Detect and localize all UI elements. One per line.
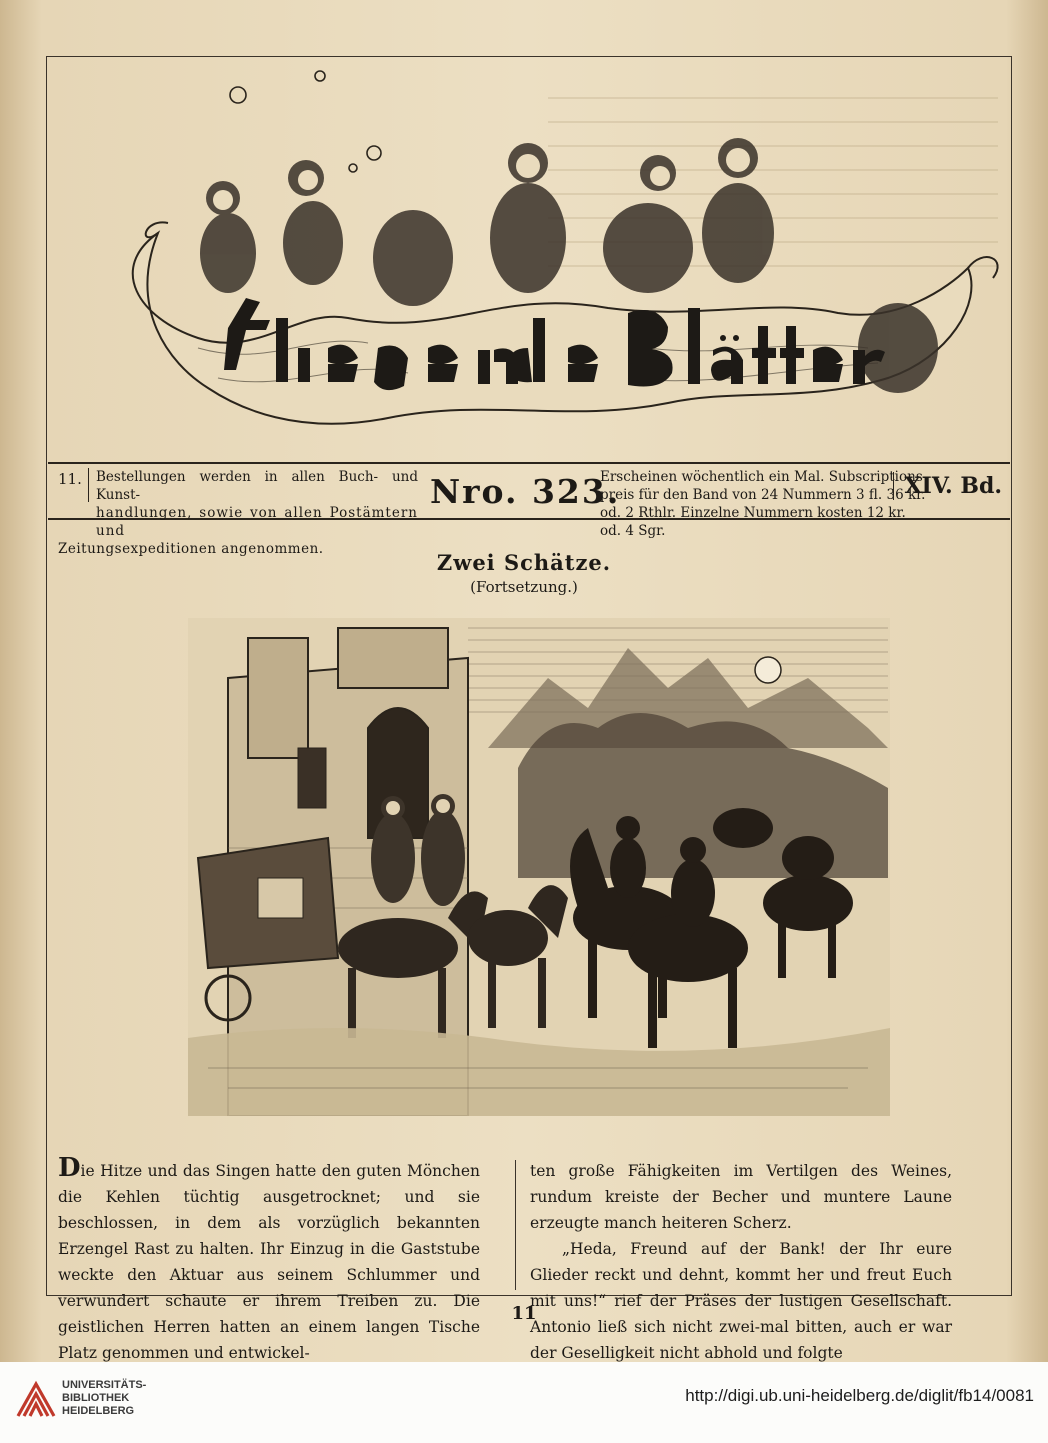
library-name-line1: UNIVERSITÄTS- xyxy=(62,1379,147,1391)
ordering-info-line3: Zeitungsexpeditionen angenommen. xyxy=(58,541,324,557)
volume-label: XIV. Bd. xyxy=(893,472,1002,500)
column-divider xyxy=(515,1160,516,1290)
article-illustration xyxy=(188,618,890,1116)
text-column-left xyxy=(58,1153,480,1366)
library-footer xyxy=(0,1362,1048,1443)
ordering-info xyxy=(58,468,418,558)
article-subtitle: (Fortsetzung.) xyxy=(470,578,578,596)
edition-number: Nro. 323. xyxy=(430,472,621,511)
ordering-info-line1: Bestellungen werden in allen Buch- und Kunst- xyxy=(96,469,418,503)
library-name-line2: BIBLIOTHEK xyxy=(62,1392,130,1404)
subscription-price-info xyxy=(600,468,930,540)
price-info-line1: Erscheinen wöchentlich ein Mal. Subscriptions- xyxy=(600,469,928,485)
article-title: Zwei Schätze. xyxy=(436,550,612,575)
moon-shape xyxy=(755,657,781,683)
digital-library-link[interactable]: http://digi.ub.uni-heidelberg.de/diglit/fb14/0081 xyxy=(685,1386,1034,1405)
library-name-line3: HEIDELBERG xyxy=(62,1405,135,1417)
masthead-illustration xyxy=(48,58,1010,458)
paragraph-left xyxy=(58,1153,480,1366)
price-info-line3: od. 2 Rthlr. Einzelne Nummern kosten 12 kr. od. 4 Sgr. xyxy=(600,505,906,539)
paragraph-right-1: ten große Fähigkeiten im Vertilgen des Weines, rundum kreiste der Becher und muntere Laune erzeugte manch heiteren Scherz. xyxy=(530,1162,952,1232)
library-name[interactable] xyxy=(62,1379,146,1418)
text-column-right xyxy=(530,1158,952,1366)
issue-number: 11. xyxy=(58,470,82,488)
page-number: 11 xyxy=(511,1303,537,1324)
ordering-info-line2: handlungen, sowie von allen Postämtern und xyxy=(96,505,418,539)
subscription-info-bar xyxy=(48,462,1010,557)
paragraph-right-2: „Heda, Freund auf der Bank! der Ihr eure Glieder reckt und dehnt, kommt her und freut Euch mit uns!“ rief der Präses der lustigen Gesellschaft. Antonio ließ sich nicht zwei-mal bitten, auch er war der Geselligkeit nicht abhold und folgte xyxy=(530,1240,952,1362)
university-library-logo-icon[interactable] xyxy=(14,1376,58,1420)
masthead xyxy=(48,58,1010,458)
engraving-riders-scene xyxy=(188,618,890,1116)
drop-cap: D xyxy=(58,1153,81,1183)
price-info-line2: preis für den Band von 24 Nummern 3 fl. 36 kr. xyxy=(600,487,926,503)
paragraph-left-text: ie Hitze und das Singen hatte den guten Mönchen die Kehlen tüchtig ausgetrocknet; und sie beschlossen, in dem als vorzüglich bekannten Erzengel Rast zu halten. Ihr Einzug in die Gaststube weckte den Aktuar aus seinem Schlummer und verwundert schaute er ihrem Treiben zu. Die geistlichen Herren hatten an einem langen Tische Platz genommen und entwickel- xyxy=(58,1162,480,1362)
